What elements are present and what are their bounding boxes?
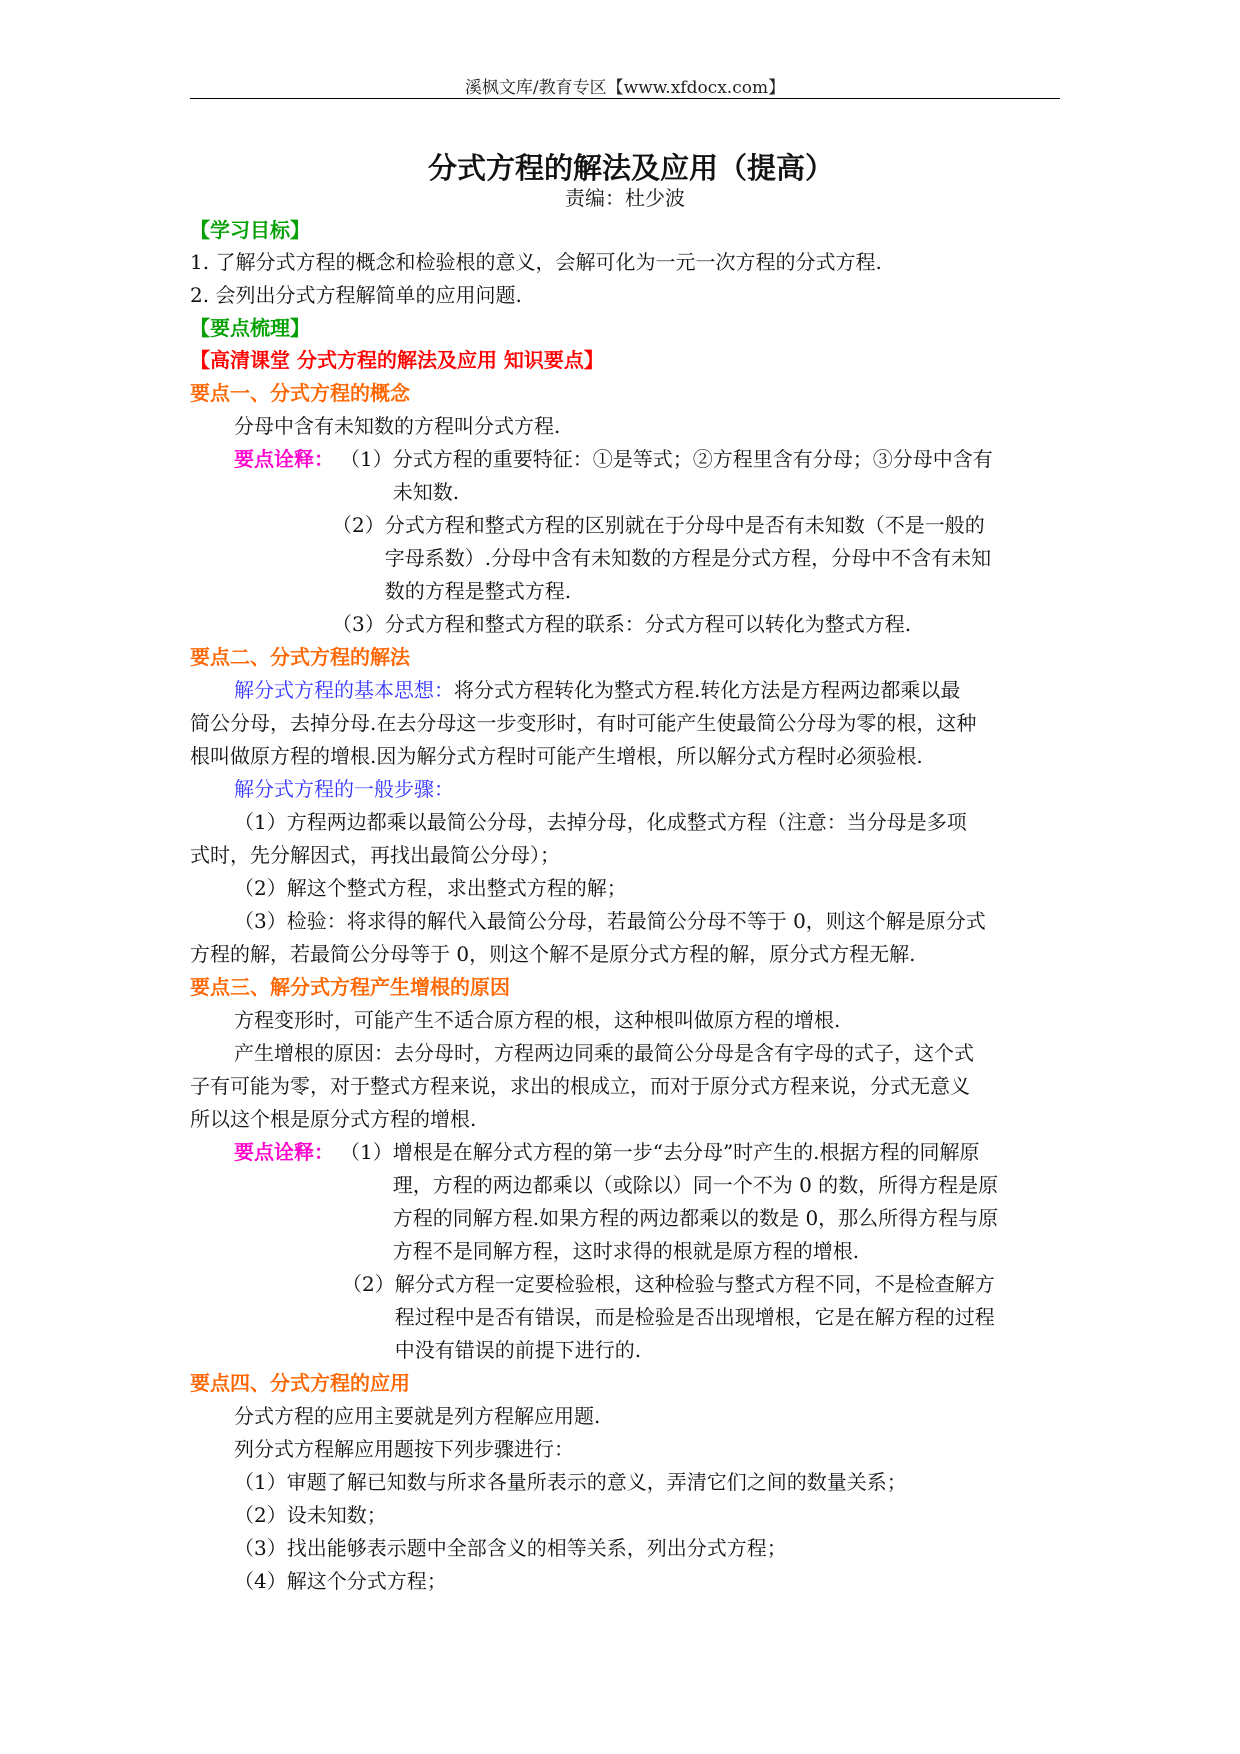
note-line: 未知数.	[392, 480, 460, 504]
point3-notes	[190, 1136, 1060, 1268]
point4-step: （2）设未知数；	[234, 1503, 387, 1527]
note-line: 分式方程和整式方程的区别就在于分母中是否有未知数（不是一般的	[384, 513, 985, 537]
point2-step-line: 式时，先分解因式，再找出最简公分母）；	[190, 843, 560, 867]
point1-definition: 分母中含有未知数的方程叫分式方程.	[234, 414, 561, 438]
point2-step-line: （1）方程两边都乘以最简公分母，去掉分母，化成整式方程（注意：当分母是多项	[234, 810, 967, 834]
point1-notes	[190, 443, 1060, 509]
point4-heading: 要点四、分式方程的应用	[190, 1371, 410, 1395]
note-line: 方程的同解方程.如果方程的两边都乘以的数是 0，那么所得方程与原	[392, 1206, 999, 1230]
point4-step: （1）审题了解已知数与所求各量所表示的意义，弄清它们之间的数量关系；	[234, 1470, 907, 1494]
document-body	[190, 150, 1060, 1598]
point3-para1: 方程变形时，可能产生不适合原方程的根，这种根叫做原方程的增根.	[234, 1008, 841, 1032]
point2-idea-line: 根叫做原方程的增根.因为解分式方程时可能产生增根，所以解分式方程时必须验根.	[190, 744, 923, 768]
lecture-heading: 【高清课堂 分式方程的解法及应用 知识要点】	[190, 348, 604, 372]
note-number: （3）	[332, 612, 385, 636]
point1-note-label: 要点诠释：	[234, 447, 334, 471]
note-line: 方程不是同解方程，这时求得的根就是原方程的增根.	[392, 1239, 860, 1263]
header-divider	[190, 98, 1060, 99]
point3-note-label: 要点诠释：	[234, 1140, 334, 1164]
author-line: 责编：杜少波	[565, 186, 685, 210]
note-number: （2）	[332, 513, 385, 537]
point2-step-line: 方程的解，若最简公分母等于 0，则这个解不是原分式方程的解，原分式方程无解.	[190, 942, 916, 966]
page-header: 溪枫文库/教育专区【www.xfdocx.com】	[464, 78, 786, 98]
point4-step: （3）找出能够表示题中全部含义的相等关系，列出分式方程；	[234, 1536, 787, 1560]
point2-heading: 要点二、分式方程的解法	[190, 645, 410, 669]
objective-item: 2. 会列出分式方程解简单的应用问题.	[190, 283, 522, 307]
note-line: 分式方程的重要特征：①是等式；②方程里含有分母；③分母中含有	[392, 447, 993, 471]
objectives-heading: 【学习目标】	[190, 218, 310, 242]
note-line: 中没有错误的前提下进行的.	[394, 1338, 642, 1362]
summary-heading: 【要点梳理】	[190, 316, 310, 340]
point1-note-2	[190, 509, 1060, 608]
point2-idea-line	[190, 674, 1060, 707]
point3-heading: 要点三、解分式方程产生增根的原因	[190, 975, 510, 999]
point3-para2-line: 子有可能为零，对于整式方程来说，求出的根成立，而对于原分式方程来说，分式无意义	[190, 1074, 970, 1098]
note-number: （1）	[340, 447, 393, 471]
point3-note-2	[190, 1268, 1060, 1367]
point4-para1: 分式方程的应用主要就是列方程解应用题.	[234, 1404, 601, 1428]
objective-item: 1. 了解分式方程的概念和检验根的意义，会解可化为一元一次方程的分式方程.	[190, 250, 882, 274]
point1-note-3	[190, 608, 1060, 641]
point2-step-line: （2）解这个整式方程，求出整式方程的解；	[234, 876, 627, 900]
point4-step: （4）解这个分式方程；	[234, 1569, 447, 1593]
note-number: （1）	[340, 1140, 393, 1164]
note-line: 理，方程的两边都乘以（或除以）同一个不为 0 的数，所得方程是原	[392, 1173, 999, 1197]
point2-steps-label: 解分式方程的一般步骤：	[234, 777, 454, 801]
point4-para2: 列分式方程解应用题按下列步骤进行：	[234, 1437, 574, 1461]
point2-idea-text: 将分式方程转化为整式方程.转化方法是方程两边都乘以最	[454, 678, 961, 702]
point2-idea-line: 简公分母，去掉分母.在去分母这一步变形时，有时可能产生使最简公分母为零的根，这种	[190, 711, 977, 735]
note-number: （2）	[342, 1272, 395, 1296]
point3-para2-line: 所以这个根是原分式方程的增根.	[190, 1107, 477, 1131]
point2-idea-label: 解分式方程的基本思想：	[234, 678, 454, 702]
note-line: 字母系数）.分母中含有未知数的方程是分式方程，分母中不含有未知	[384, 546, 992, 570]
point2-step-line: （3）检验：将求得的解代入最简公分母，若最简公分母不等于 0，则这个解是原分式	[234, 909, 986, 933]
note-line: 分式方程和整式方程的联系：分式方程可以转化为整式方程.	[384, 612, 912, 636]
note-line: 解分式方程一定要检验根，这种检验与整式方程不同，不是检查解方	[394, 1272, 995, 1296]
note-line: 数的方程是整式方程.	[384, 579, 572, 603]
point1-heading: 要点一、分式方程的概念	[190, 381, 410, 405]
note-line: 增根是在解分式方程的第一步“去分母”时产生的.根据方程的同解原	[392, 1140, 980, 1164]
page-title: 分式方程的解法及应用（提高）	[427, 151, 834, 185]
point3-para2-line: 产生增根的原因：去分母时，方程两边同乘的最简公分母是含有字母的式子，这个式	[234, 1041, 974, 1065]
note-line: 程过程中是否有错误，而是检验是否出现增根，它是在解方程的过程	[394, 1305, 995, 1329]
